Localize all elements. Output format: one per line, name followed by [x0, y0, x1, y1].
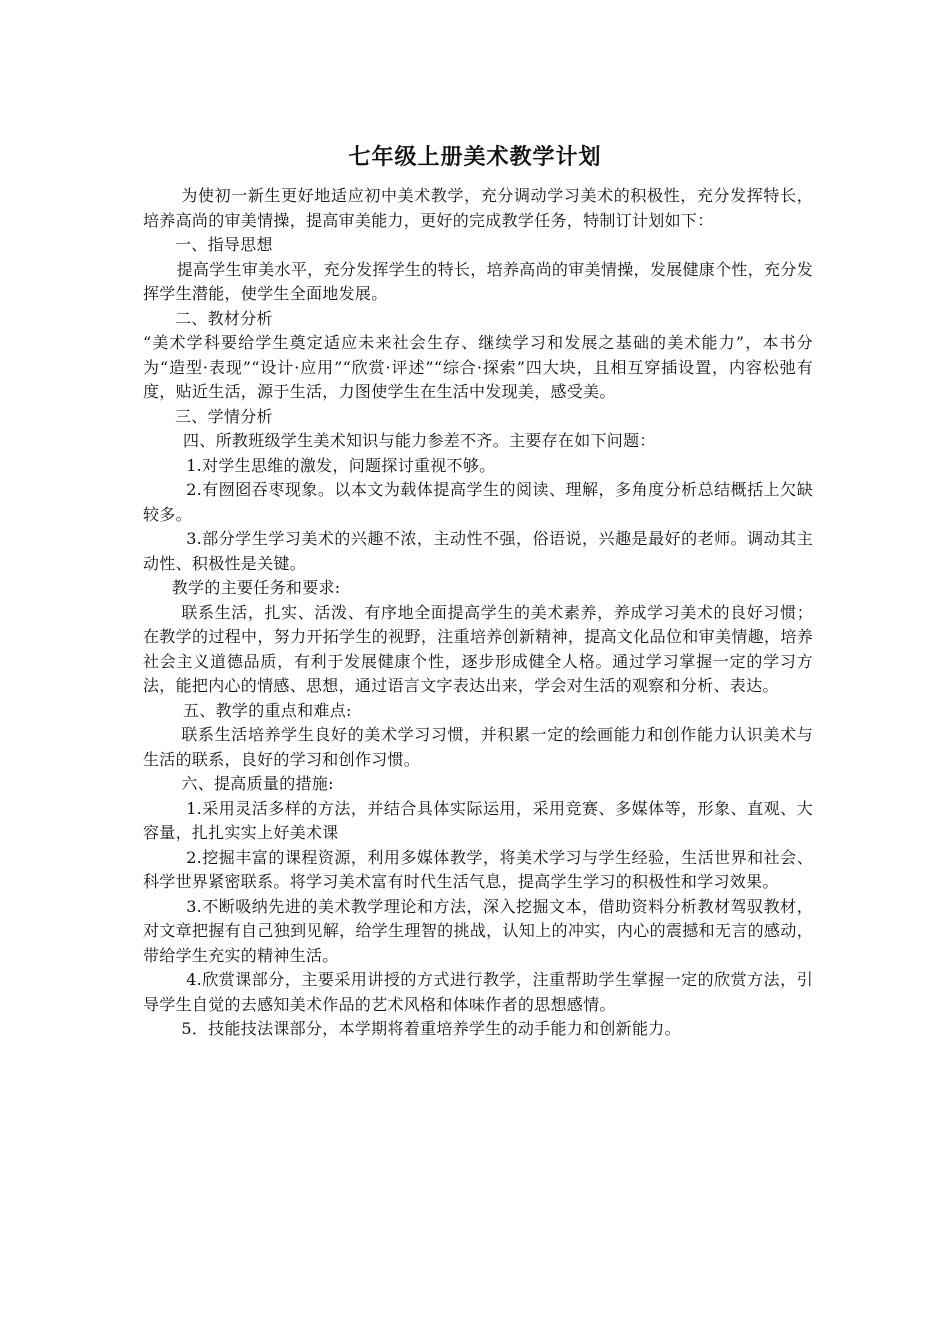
- intro-paragraph: 为使初一新生更好地适应初中美术教学，充分调动学习美术的积极性，充分发挥特长，培养高尚的审美情操，提高审美能力，更好的完成教学任务，特制订计划如下：: [143, 186, 813, 230]
- guiding-thought-paragraph: 提高学生审美水平，充分发挥学生的特长，培养高尚的审美情操，发展健康个性，充分发挥学生潜能，使学生全面地发展。: [143, 259, 813, 303]
- measure-item-5: 5．技能技法课部分，本学期将着重培养学生的动手能力和创新能力。: [181, 1019, 681, 1038]
- section-heading-tasks: 教学的主要任务和要求:: [171, 578, 341, 597]
- document-body: [143, 184, 813, 1042]
- problem-item-2: 2.有囫囵吞枣现象。以本文为载体提高学生的阅读、理解，多角度分析总结概括上欠缺较多。: [143, 480, 813, 524]
- section-heading-student-analysis: 三、学情分析: [175, 406, 273, 426]
- section-heading-key-points: 五、教学的重点和难点:: [183, 700, 352, 720]
- measure-item-3: 3.不断吸纳先进的美术教学理论和方法，深入挖掘文本，借助资料分析教材驾驭教材，对文章把握有自己独到见解，给学生理智的挑战，认知上的冲实，内心的震撼和无言的感动，带给学生充实的精神生活。: [143, 896, 813, 965]
- measure-item-2: 2.挖掘丰富的课程资源，利用多媒体教学，将美术学习与学生经验，生活世界和社会、科学世界紧密联系。将学习美术富有时代生活气息，提高学生学习的积极性和学习效果。: [143, 847, 813, 891]
- textbook-analysis-paragraph: “美术学科要给学生奠定适应未来社会生存、继续学习和发展之基础的美术能力”，本书分为“造型·表现”“设计·应用”“欣赏·评述”“综合·探索”四大块，且相互穿插设置，内容松弛有度，贴近生活，源于生活，力图使学生在生活中发现美，感受美。: [143, 333, 813, 401]
- section-heading-textbook-analysis: 二、教材分析: [175, 308, 273, 328]
- student-analysis-paragraph: 四、所教班级学生美术知识与能力参差不齐。主要存在如下问题：: [183, 431, 656, 450]
- key-points-paragraph: 联系生活培养学生良好的美术学习习惯，并积累一定的绘画能力和创作能力认识美术与生活的联系，良好的学习和创作习惯。: [143, 725, 813, 769]
- measure-item-4: 4.欣赏课部分，主要采用讲授的方式进行教学，注重帮助学生掌握一定的欣赏方法，引导学生自觉的去感知美术作品的艺术风格和体味作者的思想感情。: [143, 970, 813, 1014]
- section-heading-guiding-thought: 一、指导思想: [175, 235, 273, 254]
- document-title: 七年级上册美术教学计划: [348, 145, 602, 170]
- problem-item-3: 3.部分学生学习美术的兴趣不浓，主动性不强，俗语说，兴趣是最好的老师。调动其主动性、积极性是关键。: [143, 529, 813, 573]
- section-heading-measures: 六、提高质量的措施:: [181, 774, 334, 793]
- measure-item-1: 1.采用灵活多样的方法，并结合具体实际运用，采用竞赛、多媒体等，形象、直观、大容量，扎扎实实上好美术课: [143, 798, 813, 842]
- tasks-paragraph: 联系生活，扎实、活泼、有序地全面提高学生的美术素养，养成学习美术的良好习惯；在教学的过程中，努力开拓学生的视野，注重培养创新精神，提高文化品位和审美情趣，培养社会主义道德品质，有利于发展健康个性，逐步形成健全人格。通过学习掌握一定的学习方法，能把内心的情感、思想，通过语言文字表达出来，学会对生活的观察和分析、表达。: [143, 602, 813, 695]
- problem-item-1: 1.对学生思维的激发，问题探讨重视不够。: [186, 455, 496, 475]
